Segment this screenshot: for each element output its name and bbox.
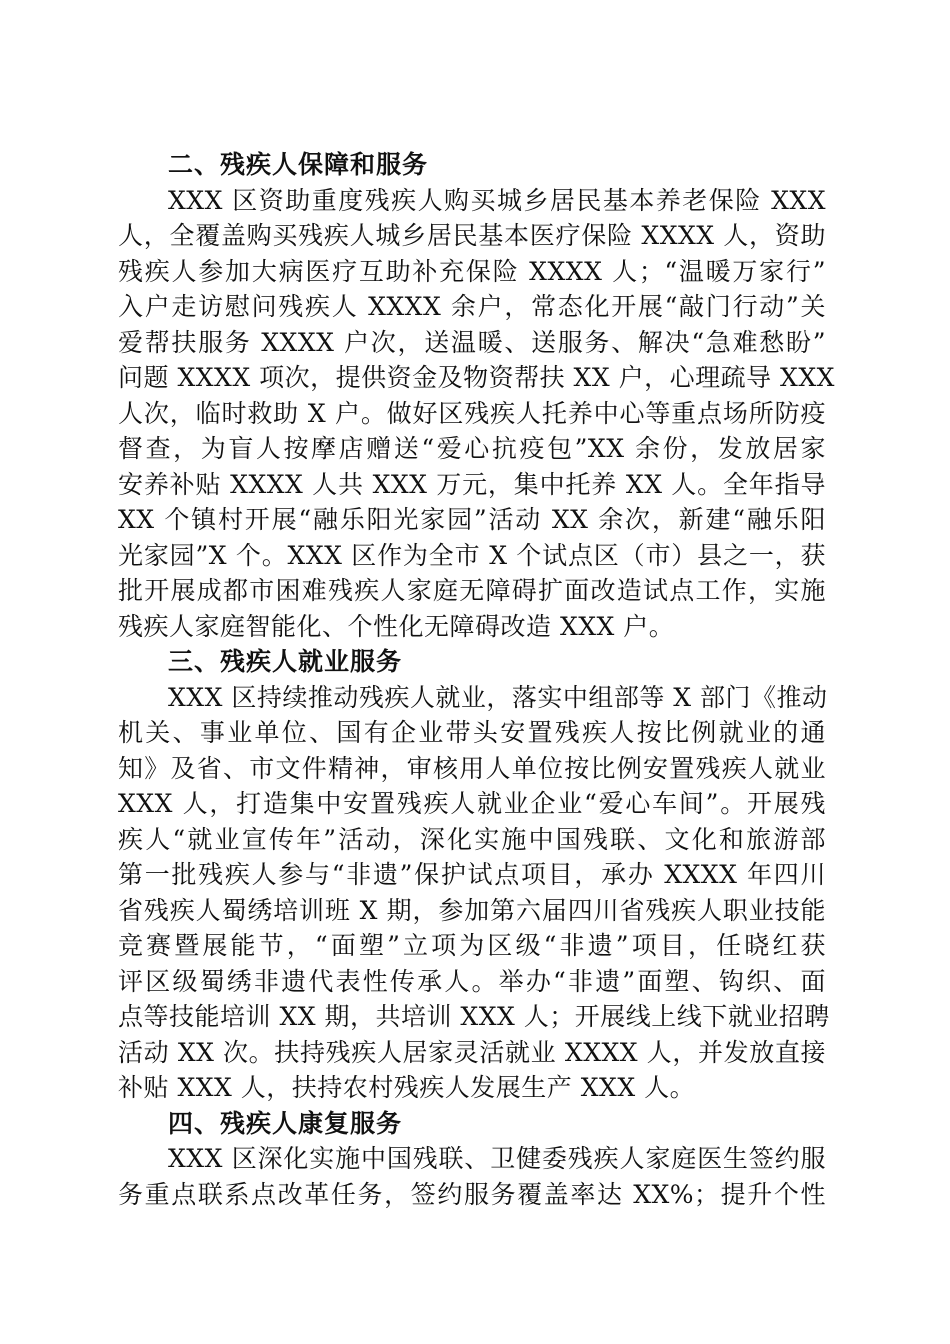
text-line: 督查，为盲人按摩店赠送“爱心抗疫包”XX 余份，发放居家	[118, 434, 826, 463]
text-line: 入户走访慰问残疾人 XXXX 余户，常态化开展“敲门行动”关	[118, 292, 826, 321]
section-heading-3: 三、残疾人就业服务	[168, 647, 403, 676]
text-line: XXX 人，打造集中安置残疾人就业企业“爱心车间”。开展残	[118, 789, 826, 818]
text-line: 活动 XX 次。扶持残疾人居家灵活就业 XXXX 人，并发放直接	[118, 1037, 826, 1067]
section-heading-4: 四、残疾人康复服务	[168, 1108, 403, 1138]
section-heading-2: 二、残疾人保障和服务	[168, 150, 429, 179]
text-line: XX 个镇村开展“融乐阳光家园”活动 XX 余次，新建“融乐阳	[118, 505, 826, 534]
section-paragraph-2	[118, 183, 835, 645]
section-paragraph-4	[118, 1141, 826, 1212]
text-line: 知》及省、市文件精神，审核用人单位按比例安置残疾人就业	[118, 753, 826, 783]
text-line: 务重点联系点改革任务，签约服务覆盖率达 XX%；提升个性	[118, 1179, 826, 1209]
text-line: 爱帮扶服务 XXXX 户次，送温暖、送服务、解决“急难愁盼”	[118, 327, 826, 357]
text-line: 人次，临时救助 X 户。做好区残疾人托养中心等重点场所防疫	[118, 398, 826, 428]
text-line: 安养补贴 XXXX 人共 XXX 万元，集中托养 XX 人。全年指导	[118, 469, 826, 499]
text-line: 评区级蜀绣非遗代表性传承人。举办“非遗”面塑、钩织、面	[118, 966, 826, 996]
text-line: 残疾人家庭智能化、个性化无障碍改造 XXX 户。	[118, 611, 675, 641]
text-line: 残疾人参加大病医疗互助补充保险 XXXX 人；“温暖万家行”	[118, 256, 826, 286]
text-line: 机关、事业单位、国有企业带头安置残疾人按比例就业的通	[118, 718, 826, 747]
text-line: XXX 区深化实施中国残联、卫健委残疾人家庭医生签约服	[168, 1144, 826, 1173]
text-line: 第一批残疾人参与“非遗”保护试点项目，承办 XXXX 年四川	[118, 860, 826, 889]
text-line: 批开展成都市困难残疾人家庭无障碍扩面改造试点工作，实施	[118, 576, 826, 605]
text-line: 疾人“就业宣传年”活动，深化实施中国残联、文化和旅游部	[118, 824, 826, 854]
text-line: 问题 XXXX 项次，提供资金及物资帮扶 XX 户，心理疏导 XXX	[118, 363, 835, 392]
text-line: 光家园”X 个。XXX 区作为全市 X 个试点区（市）县之一，获	[118, 540, 826, 570]
text-line: 竞赛暨展能节，“面塑”立项为区级“非遗”项目，任晓红获	[118, 931, 826, 960]
text-line: 人，全覆盖购买残疾人城乡居民基本医疗保险 XXXX 人，资助	[118, 221, 826, 250]
document-body	[118, 147, 835, 1212]
text-line: 点等技能培训 XX 期，共培训 XXX 人；开展线上线下就业招聘	[118, 1002, 830, 1031]
text-line: XXX 区持续推动残疾人就业，落实中组部等 X 部门《推动	[168, 682, 828, 712]
text-line: 补贴 XXX 人，扶持农村残疾人发展生产 XXX 人。	[118, 1073, 696, 1102]
section-paragraph-3	[118, 680, 830, 1106]
text-line: XXX 区资助重度残疾人购买城乡居民基本养老保险 XXX	[168, 185, 826, 215]
text-line: 省残疾人蜀绣培训班 X 期，参加第六届四川省残疾人职业技能	[118, 895, 826, 925]
